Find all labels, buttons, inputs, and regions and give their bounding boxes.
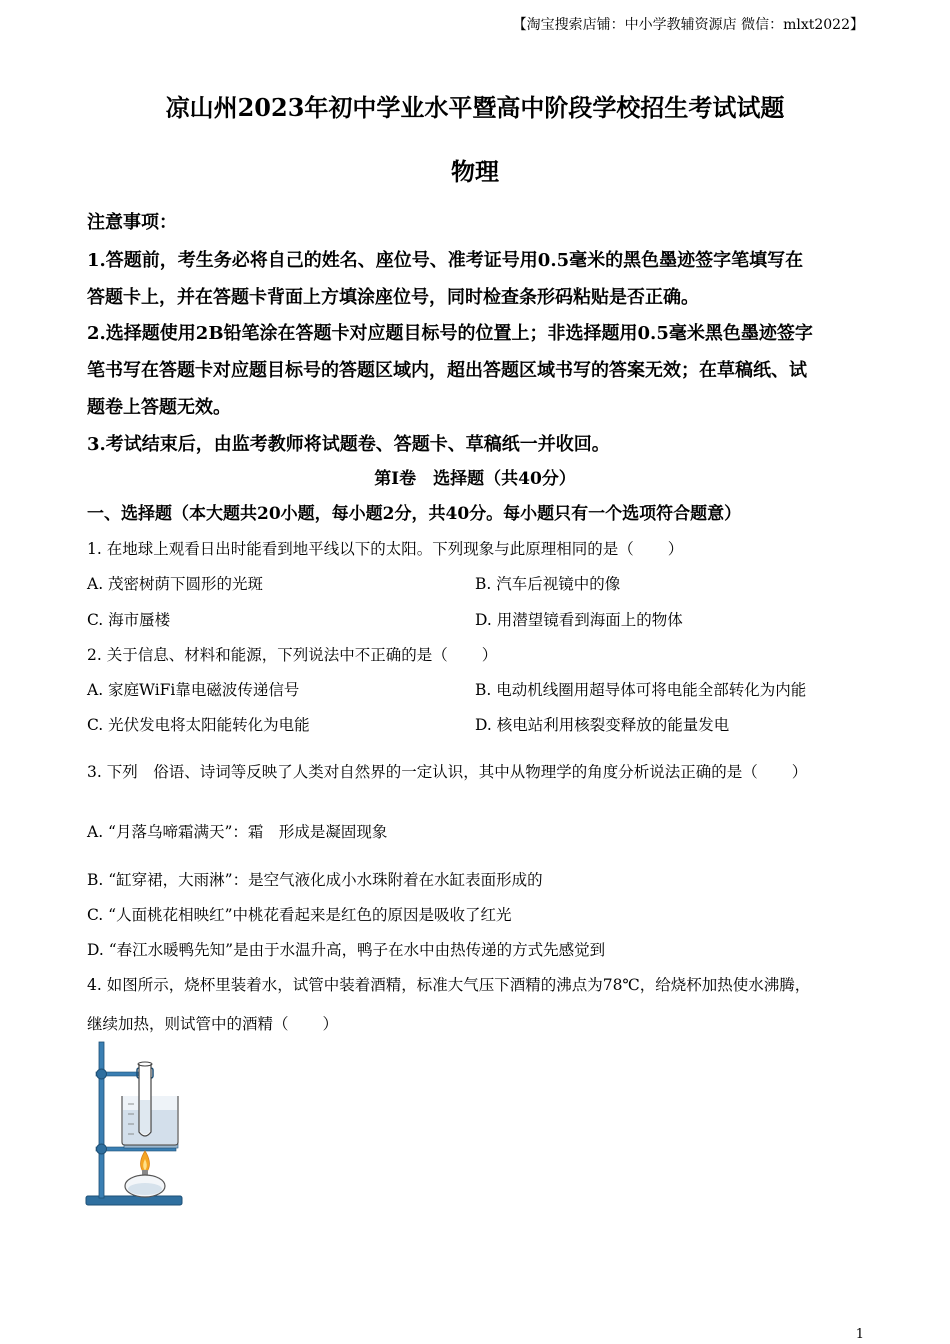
question-2-option-a: A. 家庭WiFi靠电磁波传递信号 <box>87 681 300 699</box>
question-3-option-d: D. “春江水暖鸭先知”是由于水温升高，鸭子在水中由热传递的方式先感觉到 <box>87 941 606 959</box>
question-stem-end: ） <box>322 1015 339 1033</box>
question-3-option-c: C. “人面桃花相映红”中桃花看起来是红色的原因是吸收了红光 <box>87 906 512 924</box>
question-stem-text: 继续加热，则试管中的酒精（ <box>87 1015 289 1033</box>
question-stem-end: ） <box>791 763 808 781</box>
question-1-stem <box>87 537 683 559</box>
header-note: 【淘宝搜索店铺：中小学教辅资源店 微信：mlxt2022】 <box>512 17 864 33</box>
notice-line: 1.答题前，考生务必将自己的姓名、座位号、准考证号用0.5毫米的黑色墨迹签字笔填写在 <box>87 250 804 271</box>
page-number: 1 <box>855 1327 864 1342</box>
question-4-stem-line2 <box>87 1012 338 1034</box>
exam-title: 凉山州2023年初中学业水平暨高中阶段学校招生考试试题 <box>165 93 785 122</box>
notice-line: 题卷上答题无效。 <box>87 397 231 418</box>
question-3-option-b: B. “缸穿裙，大雨淋”：是空气液化成小水珠附着在水缸表面形成的 <box>87 871 543 889</box>
question-stem-text: 1. 在地球上观看日出时能看到地平线以下的太阳。下列现象与此原理相同的是（ <box>87 540 634 558</box>
part-heading: 一、选择题（本大题共20小题，每小题2分，共40分。每小题只有一个选项符合题意） <box>87 504 742 524</box>
notice-heading: 注意事项： <box>87 212 177 233</box>
question-stem-text: 2. 关于信息、材料和能源，下列说法中不正确的是（ <box>87 646 448 664</box>
notice-line: 答题卡上，并在答题卡背面上方填涂座位号，同时检查条形码粘贴是否正确。 <box>87 287 699 308</box>
question-4-stem-line1: 4. 如图所示，烧杯里装着水，试管中装着酒精，标准大气压下酒精的沸点为78℃，给烧杯加热使水沸腾， <box>87 976 811 994</box>
question-1-option-d: D. 用潜望镜看到海面上的物体 <box>475 611 683 629</box>
question-2-option-c: C. 光伏发电将太阳能转化为电能 <box>87 716 310 734</box>
question-2-option-b: B. 电动机线圈用超导体可将电能全部转化为内能 <box>475 681 807 699</box>
boiling-apparatus-figure <box>82 1038 186 1210</box>
question-1-option-b: B. 汽车后视镜中的像 <box>475 575 621 593</box>
exam-subject: 物理 <box>451 157 499 186</box>
question-3-option-a: A. “月落乌啼霜满天”：霜 形成是凝固现象 <box>87 823 388 841</box>
question-3-stem <box>87 760 807 782</box>
question-stem-text: 3. 下列 俗语、诗词等反映了人类对自然界的一定认识，其中从物理学的角度分析说法正确的是（ <box>87 763 758 781</box>
question-1-option-c: C. 海市蜃楼 <box>87 611 171 629</box>
question-stem-end: ） <box>481 646 498 664</box>
question-2-option-d: D. 核电站利用核裂变释放的能量发电 <box>475 716 730 734</box>
notice-line: 笔书写在答题卡对应题目标号的答题区域内，超出答题区域书写的答案无效；在草稿纸、试 <box>87 360 807 381</box>
notice-line: 2.选择题使用2B铅笔涂在答题卡对应题目标号的位置上；非选择题用0.5毫米黑色墨迹签字 <box>87 323 813 344</box>
question-2-stem <box>87 643 497 665</box>
notice-line: 3.考试结束后，由监考教师将试题卷、答题卡、草稿纸一并收回。 <box>87 434 610 455</box>
question-stem-end: ） <box>667 540 684 558</box>
section-heading: 第Ⅰ卷 选择题（共40分） <box>374 469 576 489</box>
question-1-option-a: A. 茂密树荫下圆形的光斑 <box>87 575 264 593</box>
